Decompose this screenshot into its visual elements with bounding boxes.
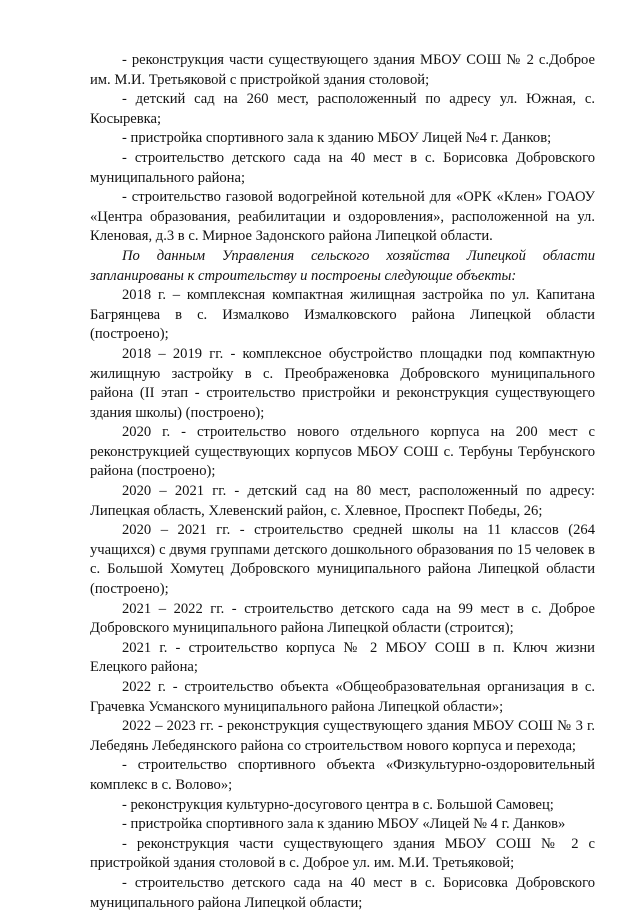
paragraph: 2022 – 2023 гг. - реконструкция существующего здания МБОУ СОШ № 3 г. Лебедянь Лебедянского района со строительством нового корпуса и перехода;: [90, 718, 595, 754]
paragraph: - строительство газовой водогрейной котельной для «ОРК «Клен» ГОАОУ «Центра образования, реабилитации и оздоровления», расположенной на ул. Кленовая, д.3 в с. Мирное Задонского района Липецкой области.: [90, 189, 595, 245]
paragraph: 2020 г. - строительство нового отдельного корпуса на 200 мест с реконструкцией существующих корпусов МБОУ СОШ с. Тербуны Тербунского района (построено);: [90, 424, 595, 480]
paragraph: 2021 – 2022 гг. - строительство детского сада на 99 мест в с. Доброе Добровского муниципального района Липецкой области (строится);: [90, 600, 595, 637]
paragraph: 2018 г. – комплексная компактная жилищная застройка по ул. Капитана Багрянцева в с. Измалково Измалковского района Липецкой области (построено);: [90, 287, 595, 343]
paragraph: - строительство детского сада на 40 мест в с. Борисовка Добровского муниципального района;: [90, 149, 595, 186]
document-body: [90, 51, 595, 913]
paragraph: 2022 г. - строительство объекта «Общеобразовательная организация в с. Грачевка Усманского муниципального района Липецкой области»;: [90, 679, 595, 715]
paragraph: - реконструкция части существующего здания МБОУ СОШ № 2 с пристройкой здания столовой в с. Доброе ул. им. М.И. Третьяковой;: [90, 835, 595, 872]
paragraph: 2020 – 2021 гг. - детский сад на 80 мест, расположенный по адресу: Липецкая область, Хлевенский район, с. Хлевное, Проспект Победы, 26;: [90, 483, 595, 519]
paragraph: - реконструкция культурно-досугового центра в с. Большой Самовец;: [122, 796, 554, 813]
paragraph: 2018 – 2019 гг. - комплексное обустройство площадки под компактную жилищную застройку в с. Преображеновка Добровского муниципального района (II этап - строительство пристройки и реконструкция существующего здания школы) (построено);: [90, 345, 595, 421]
paragraph: 2021 г. - строительство корпуса № 2 МБОУ СОШ в п. Ключ жизни Елецкого района;: [90, 639, 595, 676]
paragraph: - пристройка спортивного зала к зданию МБОУ Лицей №4 г. Данков;: [122, 130, 552, 147]
paragraph: - детский сад на 260 мест, расположенный по адресу ул. Южная, с. Косыревка;: [90, 91, 595, 127]
paragraph: - пристройка спортивного зала к зданию МБОУ «Лицей № 4 г. Данков»: [122, 816, 566, 833]
paragraph: 2020 – 2021 гг. - строительство средней школы на 11 классов (264 учащихся) с двумя группами детского дошкольного образования по 15 человек в с. Большой Хомутец Добровского муниципального района Липецкой области (построено);: [90, 522, 595, 598]
paragraph: - строительство спортивного объекта «Физкультурно-оздоровительный комплекс в с. Волово»;: [90, 757, 595, 793]
paragraph: - строительство детского сада на 40 мест в с. Борисовка Добровского муниципального района Липецкой области;: [90, 874, 595, 911]
italic-paragraph: По данным Управления сельского хозяйства Липецкой области запланированы к строительству и построены следующие объекты:: [90, 247, 595, 284]
paragraph: - реконструкция части существующего здания МБОУ СОШ № 2 с.Доброе им. М.И. Третьяковой с пристройкой здания столовой;: [90, 52, 595, 88]
